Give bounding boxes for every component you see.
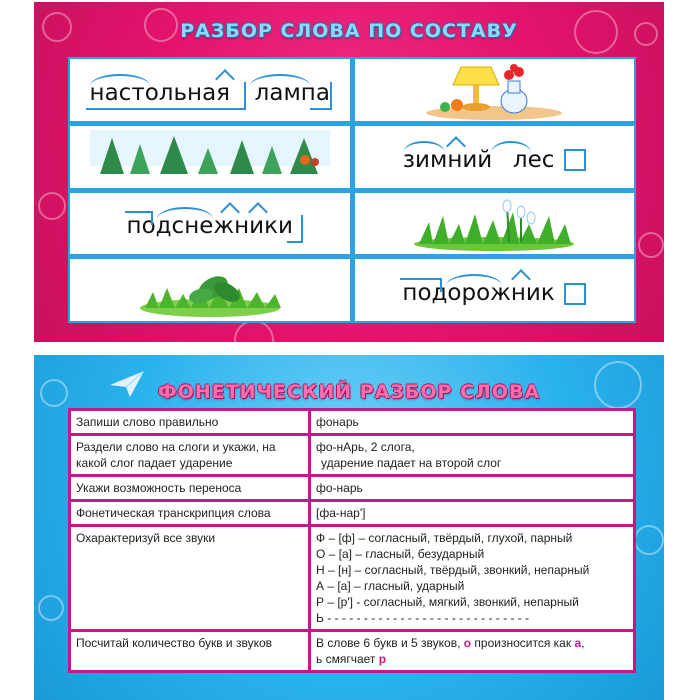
sound-line: Н – [н] – согласный, твёрдый, звонкий, непарный [316,563,590,577]
winter-forest-image [90,130,330,184]
answer-cell [311,411,633,433]
word-podsnezhniki: подснежники [126,213,293,240]
task-cell: Запиши слово правильно [71,411,308,433]
answer-line: фо-нарь [316,481,363,495]
highlight-letter: р [378,652,387,666]
word-phrase [403,141,586,173]
root-arc [446,274,502,286]
table-row [71,502,633,524]
winter-forest-picture [70,126,350,188]
lamp-image [419,59,569,121]
answer-cell [311,436,633,474]
answer-cell [311,527,633,629]
morpheme-analysis-card [34,2,664,342]
highlight-letter: а [574,636,582,650]
root-arc [403,141,445,153]
sound-line: Р – [р'] - согласный, мягкий, звонкий, непарный [316,595,579,609]
answer-line: [фа-нар'] [316,506,366,520]
answer-line: ударение падает на второй слог [321,456,502,470]
ending-frame [86,82,246,110]
phonetic-table [68,408,636,673]
sound-line: А – [а] – гласный, ударный [316,579,465,593]
zero-ending-box [564,149,586,171]
prefix-mark [400,278,442,292]
phonetic-analysis-card [34,355,664,700]
word-phrase [402,274,586,306]
word-cell [70,193,350,255]
ending-frame [287,215,303,243]
root-arc [250,74,310,86]
lamp-picture [355,59,635,121]
decor-swirl [38,595,64,621]
root-arc [157,207,213,219]
answer-text: произносится как [471,636,575,650]
task-cell: Укажи возможность переноса [71,477,308,499]
word-cell [355,126,635,188]
task-cell: Охарактеризуй все звуки [71,527,308,629]
zero-ending-box [564,283,586,305]
answer-cell [311,632,633,670]
answer-cell [311,502,633,524]
table-row [71,632,633,670]
sound-line: Ф – [ф] – согласный, твёрдый, глухой, парный [316,531,573,545]
answer-text: , [581,636,585,650]
table-row [71,436,633,474]
word-podorozhnik: подорожник [402,280,555,307]
decor-swirl [234,320,274,342]
plantain-image [135,262,285,318]
word-grid [68,57,636,323]
plantain-picture [70,259,350,321]
task-cell: Посчитай количество букв и звуков [71,632,308,670]
task-cell: Фонетическая транскрипция слова [71,502,308,524]
answer-line: фо-нАрь, 2 слога, [316,440,415,454]
sound-line: Ь - - - - - - - - - - - - - - - - - - - - - - - - - - - - [316,611,530,625]
word-les: лес [512,146,555,173]
task-cell: Раздели слово на слоги и укажи, на какой слог падает ударение [71,436,308,474]
prefix-mark [125,211,153,225]
word-cell [355,259,635,321]
table-row [71,477,633,499]
snowdrops-image [409,194,579,252]
decor-swirl [634,525,664,555]
word-phrase [127,207,293,239]
word-zimniy: зимний [402,146,493,173]
card-title: РАЗБОР СЛОВА ПО СОСТАВУ [180,20,518,42]
card-title: ФОНЕТИЧЕСКИЙ РАЗБОР СЛОВА [157,381,541,403]
answer-text: ь смягчает [316,652,379,666]
highlight-letter: о [463,636,472,650]
ending-frame [310,82,332,110]
sound-line: О – [а] – гласный, безударный [316,547,485,561]
word-phrase [90,74,330,106]
word-nastolnaya: настольная [89,80,231,106]
table-row [71,527,633,629]
answer-text: В слове 6 букв и 5 звуков, [316,636,464,650]
answer-cell [311,477,633,499]
answer-line: фонарь [316,415,359,429]
root-arc [491,141,531,153]
answer-line [316,635,628,651]
word-cell [70,59,350,121]
decor-swirl [638,232,664,258]
word-lampa: лампа [254,80,330,106]
table-row [71,411,633,433]
decor-swirl [38,192,66,220]
answer-line [316,651,628,667]
snowdrops-picture [355,193,635,255]
